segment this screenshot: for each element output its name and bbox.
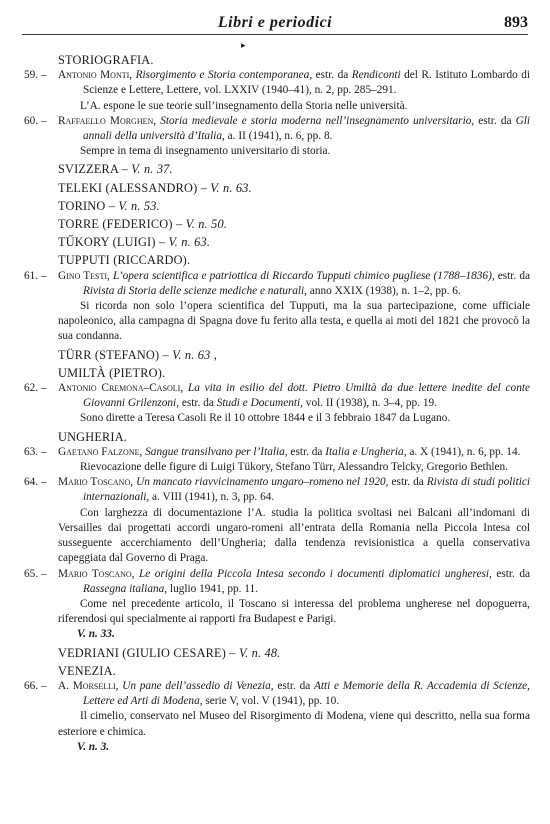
entry-author: Antonio Monti,: [58, 69, 133, 82]
section-name: TÜRR (STEFANO): [58, 347, 160, 362]
entry-60-note: Sempre in tema di insegnamento universitario di storia.: [80, 145, 331, 158]
entry-65: [0, 567, 550, 597]
entry-59-note: L’A. espone le sue teorie sull’insegnamento della Storia nelle università.: [80, 99, 408, 112]
entry-author: Gino Testi,: [58, 269, 110, 282]
section-vedriani: [0, 646, 550, 661]
entry-journal: Italia e Ungheria,: [325, 445, 407, 458]
entry-number: 60. –: [24, 114, 47, 127]
entry-61: [0, 269, 550, 299]
entry-66-note: Il cimelio, conservato nel Museo del Risorgimento di Modena, viene qui descritto, nella sua forma esteriore e chimica.: [58, 710, 530, 738]
entry-title: La vita in esilio del dott. Pietro Umiltà da due lettere inedite del conte Giovanni Grilenzoni,: [83, 382, 530, 410]
page-content: [0, 50, 550, 755]
entry-63-note: Rievocazione delle figure di Luigi Tükory, Stefano Türr, Alessandro Telcky, Gregorio Bethlen.: [80, 461, 509, 474]
entry-64-note: Con larghezza di documentazione l’A. studia la politica svoltasi nei Balcani all’indomani di Versailles dai progettati accordi ungaro-romeni all’entrata della Romania nella Piccola Intesa col susseguente accerchiamento dell’Ungheria; dalla tendenza revisionistica a quella conservativa capeggiata dal Governo di Praga.: [58, 506, 530, 565]
section-name: TŰKORY (LUIGI): [58, 235, 156, 250]
entry-details: serie V, vol. V (1941), pp. 10.: [202, 695, 340, 708]
entry-details: a. VIII (1941), n. 3, pp. 64.: [149, 491, 275, 504]
entry-details: del R. Istituto Lombardo di Scienze e Lettere, Lettere, vol. LXXIV (1940–41), n. 2, pp. 285–291.: [83, 69, 530, 97]
section-svizzera: [0, 162, 550, 177]
section-tukory: [0, 235, 550, 250]
printer-mark: ▸: [241, 40, 246, 50]
cross-ref: – V. n. 63 ,: [162, 347, 218, 362]
entry-62: [0, 381, 550, 411]
cross-ref: – V. n. 50.: [175, 217, 228, 232]
entry-title: Risorgimento e Storia contemporanea,: [135, 69, 313, 82]
section-teleki: [0, 181, 550, 196]
cross-ref: – V. n. 63.: [158, 235, 211, 250]
entry-author: Gaetano Falzone,: [58, 445, 143, 458]
entry-title: L’opera scientifica e patriottica di Riccardo Tupputi chimico pugliese (1788–1836),: [112, 269, 495, 282]
entry-author: A. Morselli,: [58, 679, 119, 692]
entry-journal: Rivista di studi politici internazionali,: [83, 476, 530, 504]
entry-59: [0, 68, 550, 98]
entry-details: a. X (1941), n. 6, pp. 14.: [406, 445, 521, 458]
entry-65-note: Come nel precedente articolo, il Toscano si interessa del problema ungherese nel dopoguerra, riferendosi qui specialmente ai rapporti fra Budapest e Parigi.: [58, 597, 530, 626]
entry-author: Mario Toscano,: [58, 476, 134, 489]
entry-title: Un mancato riavvicinamento ungaro–romeno nel 1920,: [136, 476, 389, 489]
entry-title: Un pane dell’assedio di Venezia,: [122, 679, 274, 692]
entry-text: estr. da: [312, 69, 352, 82]
entry-journal: Rassegna italiana,: [83, 582, 168, 595]
entry-number: 61. –: [24, 269, 47, 282]
entry-author: Antonio Cremona–Casoli,: [58, 382, 184, 395]
entry-details: a. II (1941), n. 6, pp. 8.: [224, 130, 333, 143]
entry-60: [0, 114, 550, 144]
section-umilta: UMILTÀ (PIETRO).: [58, 365, 166, 380]
entry-title: Le origini della Piccola Intesa secondo i documenti diplomatici ungheresi,: [139, 567, 492, 580]
entry-text: estr. da: [273, 679, 314, 692]
entry-text: estr. da: [179, 397, 217, 410]
entry-62-note: Sono dirette a Teresa Casoli Re il 10 ottobre 1844 e il 3 febbraio 1847 da Lugano.: [80, 412, 451, 425]
running-title: Libri e periodici: [217, 14, 333, 31]
section-storiografia: STORIOGRAFIA.: [58, 53, 154, 67]
cross-ref: – V. n. 63.: [200, 180, 252, 195]
cross-ref: – V. n. 53.: [108, 198, 160, 213]
entry-text: estr. da: [287, 445, 326, 458]
entry-journal: Studi e Documenti,: [216, 397, 303, 410]
entry-journal: Atti e Memorie della R. Accademia di Scienze, Lettere ed Arti di Modena,: [83, 679, 530, 708]
entry-65-cross-ref: V. n. 33.: [77, 628, 115, 641]
entry-64: [0, 475, 550, 505]
entry-61-note: Si ricorda non solo l’opera scientifica del Tupputi, ma la sua partecipazione, come ufficiale napoleonico, alla campagna di Spagna dove fu ferito alla testa, e quella ai moti del 1821 che provocò la sua condanna.: [58, 300, 530, 343]
entry-63: [0, 445, 550, 460]
entry-journal: Gli annali della università d’Italia,: [83, 114, 531, 143]
section-turr: [0, 348, 550, 363]
entry-title: Sangue transilvano per l’Italia,: [145, 445, 288, 458]
entry-text: estr. da: [494, 269, 530, 282]
entry-number: 63. –: [24, 445, 47, 458]
header-rule: [22, 34, 528, 35]
entry-details: luglio 1941, pp. 11.: [167, 582, 259, 595]
page-header: [0, 0, 550, 38]
entry-66-cross-ref: V. n. 3.: [77, 740, 110, 753]
entry-details: vol. II (1938), n. 3–4, pp. 19.: [302, 397, 437, 410]
entry-number: 66. –: [24, 679, 47, 692]
section-ungheria: UNGHERIA.: [58, 429, 128, 444]
entry-journal: Rivista di Storia delle scienze mediche e naturali,: [83, 284, 308, 297]
section-name: TORINO: [58, 198, 106, 213]
section-name: SVIZZERA: [58, 162, 119, 177]
section-name: VEDRIANI (GIULIO CESARE): [58, 645, 227, 660]
entry-number: 59. –: [24, 69, 47, 82]
section-name: TELEKI (ALESSANDRO): [58, 180, 198, 195]
entry-journal: Rendiconti: [351, 69, 401, 82]
entry-details: anno XXIX (1938), n. 1–2, pp. 6.: [307, 284, 461, 297]
entry-number: 65. –: [24, 567, 47, 580]
entry-text: estr. da: [388, 476, 427, 489]
entry-author: Mario Toscano,: [58, 567, 135, 580]
entry-text: estr. da: [474, 114, 516, 127]
page-number: 893: [504, 14, 528, 31]
section-name: TORRE (FEDERICO): [58, 217, 173, 232]
entry-author: Raffaello Morghen,: [58, 114, 157, 127]
section-venezia: VENEZIA.: [58, 663, 116, 678]
entry-text: estr. da: [491, 567, 531, 580]
entry-number: 62. –: [24, 382, 47, 395]
entry-number: 64. –: [24, 476, 47, 489]
cross-ref: – V. n. 48.: [229, 645, 281, 660]
section-tupputi: TUPPUTI (RICCARDO).: [58, 253, 191, 268]
entry-title: Storia medievale e storia moderna nell’insegnamento universitario,: [160, 114, 475, 127]
cross-ref: – V. n. 37.: [121, 162, 173, 177]
section-torino: [0, 199, 550, 214]
section-torre: [0, 217, 550, 232]
entry-66: [0, 679, 550, 709]
